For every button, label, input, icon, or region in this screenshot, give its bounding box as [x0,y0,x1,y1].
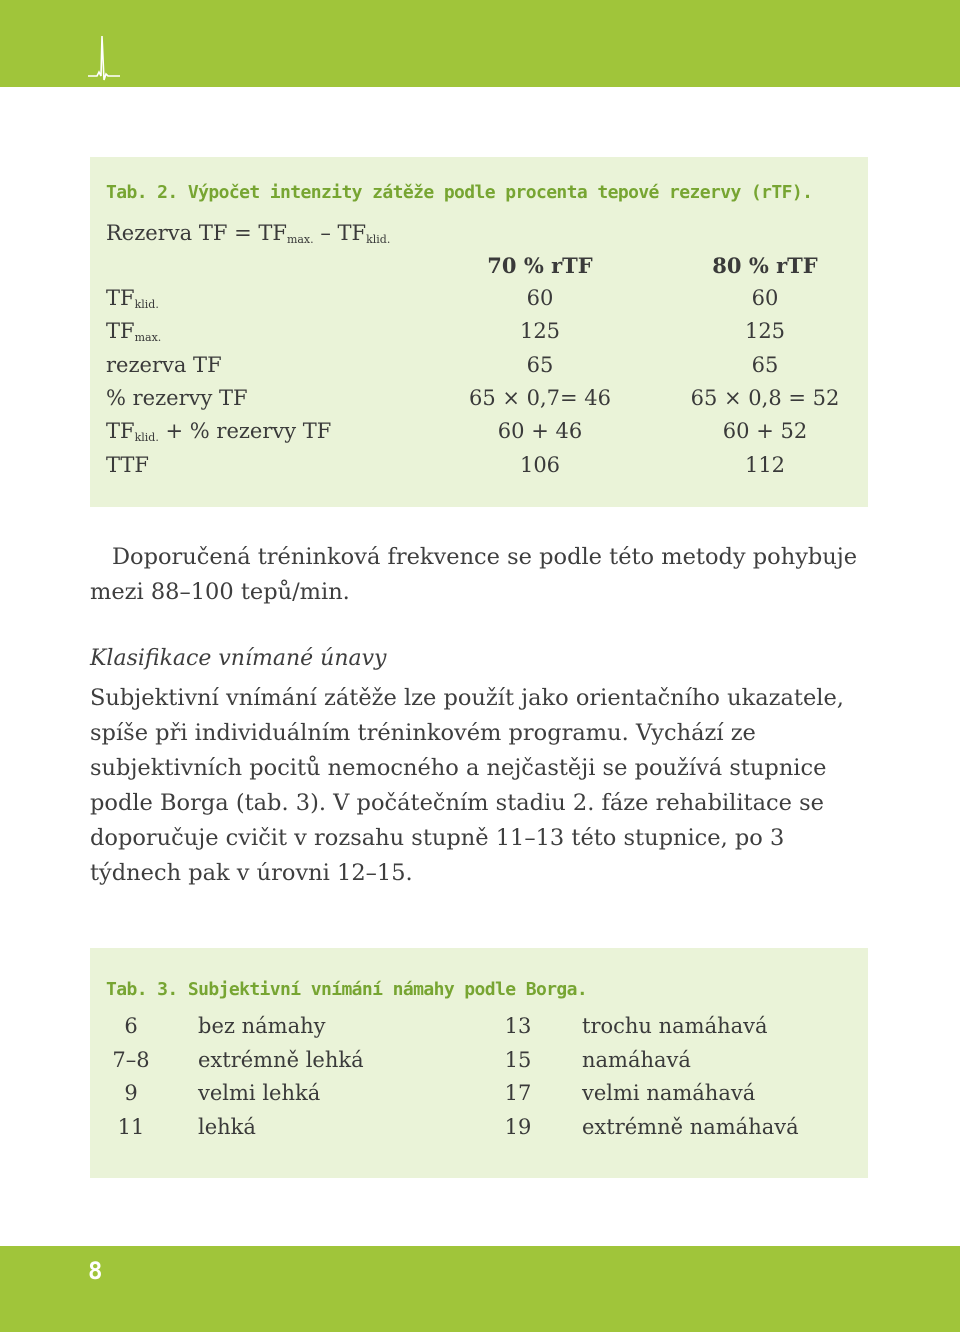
paragraph-borg: Subjektivní vnímání zátěže lze použít jako orientačního ukazatele, spíše při individuálním tréninkovém programu. Vychází ze subjektivních pocitů nemocného a nejčastěji se používá stupnice podle Borga (tab. 3). V počátečním stadiu 2. fáze rehabilitace se doporučuje cvičit v rozsahu stupně 11–13 této stupnice, po 3 týdnech pak v úrovni 12–15. [90,685,844,886]
row-label: % rezervy TF [106,385,248,410]
value-80: 65 [751,352,779,377]
table-2 [90,157,868,507]
borg-label: lehká [198,1114,256,1139]
borg-value: 7–8 [112,1047,150,1072]
borg-value: 9 [124,1081,138,1105]
borg-label: namáhavá [582,1047,691,1072]
table-row [90,319,868,351]
borg-value: 19 [504,1114,532,1139]
section-heading: Klasifikace vnímané únavy [90,646,387,671]
row-label: $TF_{klid.}$ [106,286,159,311]
value-70: 106 [519,452,561,477]
borg-label: extrémně lehká [198,1047,364,1072]
row-label: $TF_{max.}$ [106,319,162,345]
borg-value: 11 [117,1114,145,1139]
borg-value: 6 [124,1014,138,1038]
value-70: 65 [526,352,554,377]
table-row [90,286,868,318]
value-80: 112 [744,452,786,477]
col-header-70: 70 % rTF [487,253,593,278]
value-70: 60 [526,286,554,310]
borg-label: extrémně namáhavá [582,1114,799,1139]
value-70: 125 [519,319,561,344]
value-80: 60 [751,286,779,310]
page-number: 8 [88,1257,103,1285]
borg-value: 15 [504,1047,532,1072]
formula-part-a: Rezerva TF = TF [106,221,287,245]
table-2-caption: Tab. 2. Výpočet intenzity zátěže podle procenta tepové rezervy (rTF). [106,182,813,203]
formula-row: Rezerva TF = $TF_{max.} - TF_{klid.}$ [106,221,391,246]
table-row [90,353,868,385]
borg-value: 13 [504,1014,532,1038]
table-row [90,419,868,451]
table-2-header [90,253,868,285]
borg-label: velmi namáhavá [582,1081,756,1105]
value-80: 125 [744,319,786,344]
header-band [0,0,960,87]
value-80: 65 × 0,8 = 52 [690,385,840,410]
table-row [90,453,868,485]
row-label: TTF [106,452,149,477]
footer-band [0,1246,960,1332]
row-label: $TF_{klid.}$ + % rezervy TF [106,419,332,445]
borg-label: bez námahy [198,1014,326,1038]
col-header-80: 80 % rTF [712,253,818,278]
table-row [90,386,868,418]
borg-label: trochu namáhavá [582,1014,768,1038]
table-3 [90,948,868,1178]
borg-value: 17 [504,1081,532,1105]
value-80: 60 + 52 [722,419,808,444]
value-70: 60 + 46 [497,419,583,444]
table-3-caption: Tab. 3. Subjektivní vnímání námahy podle Borga. [106,979,588,1000]
paragraph-recommendation: Doporučená tréninková frekvence se podle této metody pohybuje mezi 88–100 tepů/min. [90,544,858,605]
row-label: rezerva TF [106,352,222,377]
borg-label: velmi lehká [198,1081,321,1105]
ecg-icon [88,36,120,82]
value-70: 65 × 0,7= 46 [468,385,612,410]
